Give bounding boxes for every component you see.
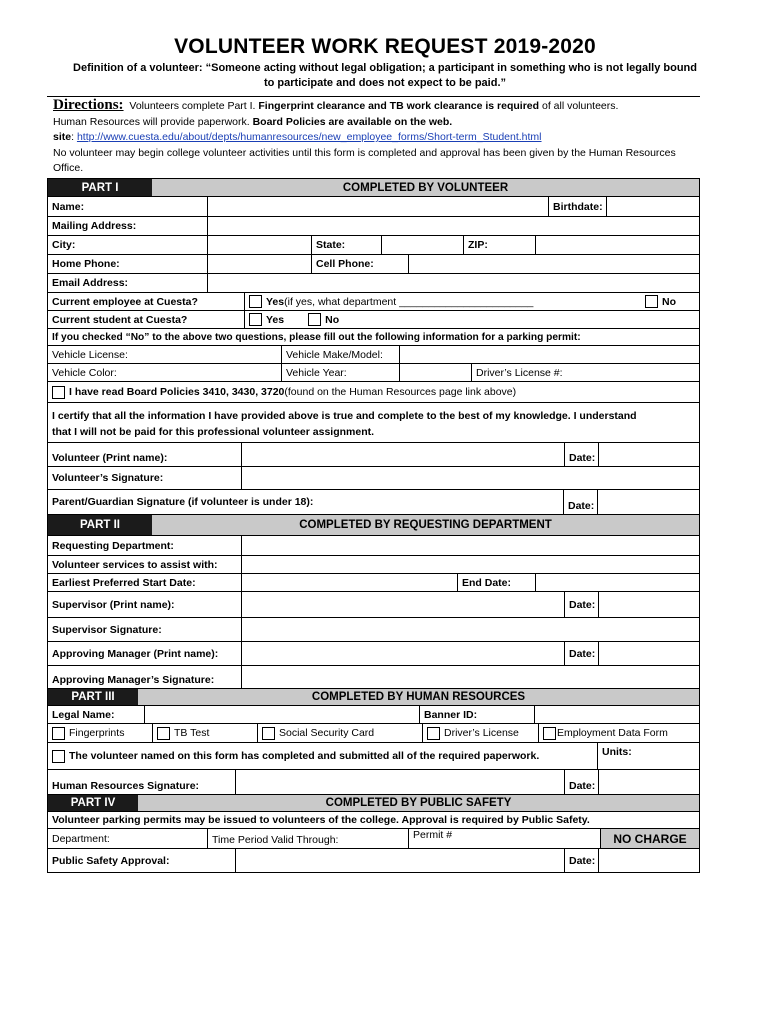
header-divider xyxy=(47,96,700,97)
volunteer-signature-row: Volunteer’s Signature: xyxy=(47,467,700,490)
vehicle-make-field[interactable] xyxy=(400,346,699,363)
parking-note-row: If you checked “No” to the above two questions, please fill out the following information for a parking permit: xyxy=(47,329,700,346)
hr-signature-field[interactable] xyxy=(236,770,565,794)
part4-tag: PART IV xyxy=(48,795,138,811)
supervisor-name-row: Supervisor (Print name): Date: xyxy=(47,592,700,618)
zip-field[interactable] xyxy=(536,236,699,254)
fingerprints-checkbox[interactable] xyxy=(52,727,65,740)
directions-heading: Directions: xyxy=(53,97,124,113)
manager-name-field[interactable] xyxy=(242,642,565,665)
student-no-checkbox[interactable] xyxy=(308,313,321,326)
part4-header xyxy=(47,795,700,812)
mailing-row: Mailing Address: xyxy=(47,217,700,236)
legal-name-row: Legal Name: Banner ID: xyxy=(47,706,700,724)
manager-signature-field[interactable] xyxy=(242,666,699,688)
volunteer-name-field[interactable] xyxy=(242,443,565,466)
manager-signature-row: Approving Manager’s Signature: xyxy=(47,666,700,689)
supervisor-signature-row: Supervisor Signature: xyxy=(47,618,700,642)
banner-id-field[interactable] xyxy=(535,706,699,723)
phone-row: Home Phone: Cell Phone: xyxy=(47,255,700,274)
request-form xyxy=(47,178,700,873)
birthdate-field[interactable] xyxy=(607,197,699,216)
part3-heading: COMPLETED BY HUMAN RESOURCES xyxy=(311,691,526,703)
email-row: Email Address: xyxy=(47,274,700,293)
vehicle-year-field[interactable] xyxy=(400,364,472,381)
supervisor-name-field[interactable] xyxy=(242,592,565,617)
vehicle-row-2: Vehicle Color: Vehicle Year: Driver’s License #: xyxy=(47,364,700,382)
hr-signature-row: Human Resources Signature: Date: xyxy=(47,770,700,795)
part1-heading: COMPLETED BY VOLUNTEER xyxy=(342,181,509,194)
start-date-field[interactable] xyxy=(242,574,458,591)
part2-header xyxy=(47,515,700,536)
certify-row xyxy=(47,403,700,443)
policies-link[interactable]: http://www.cuesta.edu/about/depts/humanresources/new_employee_forms/Short-term_Student.html xyxy=(76,131,542,143)
services-field[interactable] xyxy=(242,556,699,573)
manager-name-row: Approving Manager (Print name): Date: xyxy=(47,642,700,666)
part2-heading: COMPLETED BY REQUESTING DEPARTMENT xyxy=(299,519,552,531)
part1-header xyxy=(47,178,700,197)
services-row: Volunteer services to assist with: xyxy=(47,556,700,574)
employee-row: Current employee at Cuesta? Yes (if yes, what department _______________________ No xyxy=(47,293,700,311)
volunteer-signature-field[interactable] xyxy=(242,467,699,489)
hr-date-field[interactable] xyxy=(599,770,699,794)
legal-name-field[interactable] xyxy=(145,706,420,723)
volunteer-name-row: Volunteer (Print name): Date: xyxy=(47,443,700,467)
name-field[interactable] xyxy=(208,197,549,216)
parking-permit-note-row: Volunteer parking permits may be issued to volunteers of the college. Approval is required by Public Safety. xyxy=(47,812,700,829)
documents-row: Fingerprints TB Test Social Security Card Driver’s License Employment Data Form xyxy=(47,724,700,743)
student-yes-checkbox[interactable] xyxy=(249,313,262,326)
no-charge-label: NO CHARGE xyxy=(601,829,699,848)
dates-row: Earliest Preferred Start Date: End Date: xyxy=(47,574,700,592)
social-security-checkbox[interactable] xyxy=(262,727,275,740)
state-field[interactable] xyxy=(382,236,464,254)
part3-tag: PART III xyxy=(48,689,138,705)
vehicle-row-1: Vehicle License: Vehicle Make/Model: xyxy=(47,346,700,364)
volunteer-definition: Definition of a volunteer: “Someone acting without legal obligation; a participant in something who is not legally bound to participate and does not expect to be paid.” xyxy=(73,62,697,89)
supervisor-signature-field[interactable] xyxy=(242,618,699,641)
employee-yes-checkbox[interactable] xyxy=(249,295,262,308)
directions-notice: No volunteer may begin college volunteer activities until this form is completed and approval has been given by the Human Resources Office. xyxy=(53,146,676,174)
policies-checkbox[interactable] xyxy=(52,386,65,399)
completed-checkbox[interactable] xyxy=(52,750,65,763)
employment-data-checkbox[interactable] xyxy=(543,727,556,740)
drivers-license-checkbox[interactable] xyxy=(427,727,440,740)
employee-no-checkbox[interactable] xyxy=(645,295,658,308)
email-field[interactable] xyxy=(208,274,699,292)
home-phone-field[interactable] xyxy=(208,255,312,273)
certification-text: I certify that all the information I have provided above is true and complete to the best of my knowledge. I understand that I will not be paid for this professional volunteer assignment. xyxy=(52,410,637,438)
part4-heading: COMPLETED BY PUBLIC SAFETY xyxy=(325,797,512,809)
part1-tag: PART I xyxy=(48,179,152,196)
public-safety-row: Public Safety Approval: Date: xyxy=(47,849,700,873)
cell-phone-field[interactable] xyxy=(409,255,699,273)
directions-block: Directions: Volunteers complete Part I. Fingerprint clearance and TB work clearance is required of all volunteers. Human Resources will provide paperwork. Board Policies are available on the web. site: http://www.cuesta.edu/about/depts/humanresources/new_employee_forms/Short-term_Student.html No volunteer may begin college volunteer activities until this form is completed and approval has been given by the Human Resources Office. xyxy=(53,98,700,177)
end-date-field[interactable] xyxy=(536,574,699,591)
requesting-dept-field[interactable] xyxy=(242,536,699,555)
name-row: Name: Birthdate: xyxy=(47,197,700,217)
part3-header xyxy=(47,689,700,706)
tb-test-checkbox[interactable] xyxy=(157,727,170,740)
form-title: VOLUNTEER WORK REQUEST 2019-2020 xyxy=(174,35,596,58)
public-safety-date-field[interactable] xyxy=(599,849,699,872)
guardian-row: Parent/Guardian Signature (if volunteer is under 18): Date: xyxy=(47,490,700,515)
completed-row: The volunteer named on this form has completed and submitted all of the required paperwork. Units: xyxy=(47,743,700,770)
city-field[interactable] xyxy=(208,236,312,254)
manager-date-field[interactable] xyxy=(599,642,699,665)
public-safety-approval-field[interactable] xyxy=(236,849,565,872)
student-row: Current student at Cuesta? Yes No xyxy=(47,311,700,329)
city-row: City: State: ZIP: xyxy=(47,236,700,255)
dept-row: Requesting Department: xyxy=(47,536,700,556)
volunteer-date-field[interactable] xyxy=(599,443,699,466)
guardian-date-field[interactable] xyxy=(598,490,699,514)
supervisor-date-field[interactable] xyxy=(599,592,699,617)
mailing-address-field[interactable] xyxy=(208,217,699,235)
policies-row: I have read Board Policies 3410, 3430, 3720 (found on the Human Resources page link above) xyxy=(47,382,700,403)
permit-row: Department: Time Period Valid Through: Permit # NO CHARGE xyxy=(47,829,700,849)
part2-tag: PART II xyxy=(48,515,152,535)
